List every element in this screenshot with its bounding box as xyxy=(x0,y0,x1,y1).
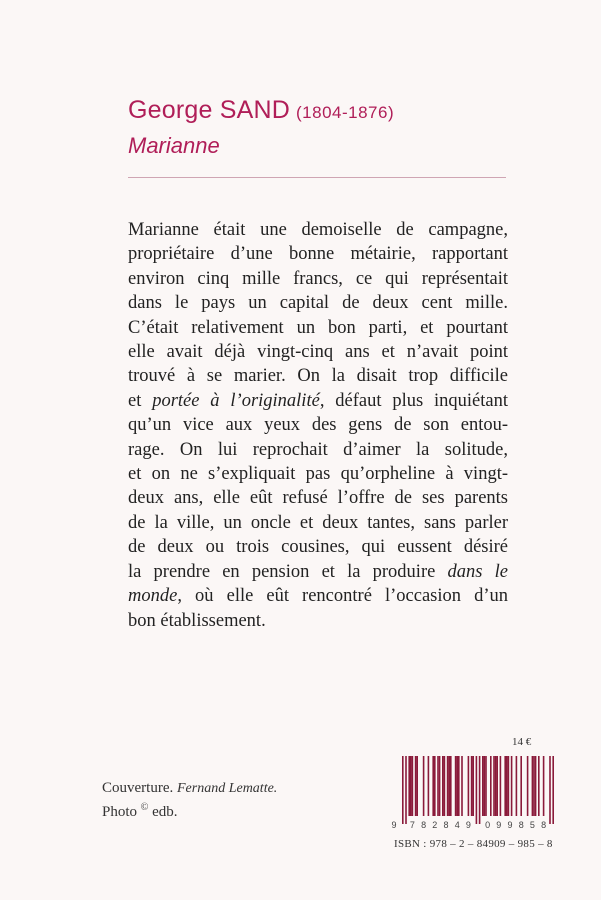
barcode-bar xyxy=(493,756,495,816)
barcode-digit: 8 xyxy=(541,820,547,830)
barcode-digit: 0 xyxy=(485,820,491,830)
barcode-bar xyxy=(508,756,510,816)
blurb-line: de deux ou trois cousines, qui eussent désiré xyxy=(128,537,508,558)
barcode-bar xyxy=(448,756,450,816)
barcode-bar xyxy=(423,756,425,816)
barcode-bar xyxy=(450,756,452,816)
barcode-bar xyxy=(482,756,484,816)
barcode-bar xyxy=(552,756,554,824)
blurb-line: elle avait déjà vingt-cinq ans et n’avait point xyxy=(128,342,508,363)
blurb-line: environ cinq mille francs, ce qui représentait xyxy=(128,268,508,289)
blurb-line: la prendre en pension et la produire dans le xyxy=(128,561,508,582)
barcode-digit: 9 xyxy=(465,820,471,830)
barcode-digit: 9 xyxy=(496,820,502,830)
author-dates: (1804-1876) xyxy=(296,103,395,122)
barcode-bar xyxy=(402,756,404,824)
barcode-bar xyxy=(476,756,478,824)
barcode-bar xyxy=(410,756,412,816)
barcode-bar xyxy=(458,756,460,816)
barcode-bar xyxy=(437,756,439,816)
barcode-bar xyxy=(408,756,410,816)
barcode-digit: 9 xyxy=(507,820,513,830)
blurb-italic: monde xyxy=(128,586,178,607)
barcode-bar xyxy=(456,756,458,816)
cover-artist: Fernand Lematte. xyxy=(176,781,278,796)
barcode-bar xyxy=(496,756,498,816)
barcode-bars xyxy=(388,754,564,834)
barcode-bar xyxy=(415,756,417,816)
barcode-bar xyxy=(444,756,446,816)
header-divider xyxy=(128,177,506,178)
credits xyxy=(102,779,277,822)
barcode-bar xyxy=(500,756,502,816)
blurb-text xyxy=(128,218,508,633)
blurb-line: trouvé à se marier. On la disait trop difficile xyxy=(128,366,508,387)
blurb-line: dans le pays un capital de deux cent mille. xyxy=(128,293,508,314)
barcode-bar xyxy=(490,756,492,816)
barcode-digit: 2 xyxy=(432,820,438,830)
barcode-bar xyxy=(416,756,418,816)
barcode-digit: 8 xyxy=(518,820,524,830)
barcode-bar xyxy=(511,756,513,816)
barcode-digit: 4 xyxy=(454,820,460,830)
barcode-bar xyxy=(549,756,551,824)
barcode-bar xyxy=(455,756,457,816)
barcode-bar xyxy=(471,756,473,816)
barcode-bar xyxy=(543,756,545,816)
blurb-line: et portée à l’originalité, défaut plus inquiétant xyxy=(128,390,508,411)
blurb-line: C’était relativement un bon parti, et pourtant xyxy=(128,317,508,338)
barcode-bar xyxy=(442,756,444,816)
barcode-bar xyxy=(506,756,508,816)
cover-label: Couverture. xyxy=(102,780,174,796)
isbn: ISBN : 978 – 2 – 84909 – 985 – 8 xyxy=(394,838,553,850)
barcode-bar xyxy=(472,756,474,816)
photo-label: Photo xyxy=(102,804,138,820)
barcode-bar xyxy=(434,756,436,816)
barcode-bar xyxy=(516,756,518,816)
barcode-digit: 9 xyxy=(391,820,397,830)
barcode-bar xyxy=(432,756,434,816)
barcode-bar xyxy=(447,756,449,816)
header xyxy=(128,96,508,159)
price: 14 € xyxy=(512,736,532,748)
blurb-line: qu’un vice aux yeux des gens de son entou- xyxy=(128,415,508,436)
barcode-bar xyxy=(538,756,540,816)
barcode-bar xyxy=(527,756,529,816)
barcode-bar xyxy=(461,756,463,816)
blurb-line: Marianne était une demoiselle de campagne, xyxy=(128,220,508,240)
barcode-digit: 8 xyxy=(421,820,427,830)
barcode-bar xyxy=(535,756,537,816)
barcode-bar xyxy=(405,756,407,824)
barcode-bar xyxy=(484,756,486,816)
barcode-bar xyxy=(520,756,522,816)
blurb-line: de la ville, un oncle et deux tantes, sans parler xyxy=(128,512,508,533)
barcode-bar xyxy=(439,756,441,816)
blurb-italic: portée à l’originalité xyxy=(152,390,320,411)
barcode-digit: 8 xyxy=(443,820,449,830)
cover-credit xyxy=(102,779,277,798)
barcode-bar xyxy=(533,756,535,816)
photo-credit-name: edb. xyxy=(152,804,178,820)
blurb-line: monde, où elle eût rencontré l’occasion d’un xyxy=(128,586,508,607)
blurb-line: bon établissement. xyxy=(128,610,266,631)
author-name: George SAND xyxy=(128,96,290,124)
blurb-line: et on ne s’expliquait pas qu’orpheline à vingt- xyxy=(128,464,508,485)
photo-credit xyxy=(102,798,277,822)
barcode-bar xyxy=(532,756,534,816)
blurb-line: rage. On lui reprochait d’aimer la solitude, xyxy=(128,439,508,460)
barcode-bar xyxy=(495,756,497,816)
barcode-digit: 7 xyxy=(409,820,415,830)
barcode-bar xyxy=(479,756,481,824)
barcode-bar xyxy=(485,756,487,816)
blurb-italic: dans le xyxy=(447,561,508,582)
barcode-bar xyxy=(468,756,470,816)
author-line xyxy=(128,96,508,125)
barcode-bar xyxy=(504,756,506,816)
barcode-bar xyxy=(412,756,414,816)
barcode-bar xyxy=(428,756,430,816)
barcode-digit: 5 xyxy=(529,820,535,830)
blurb-line: propriétaire d’une bonne métairie, rapportant xyxy=(128,244,508,265)
book-title: Marianne xyxy=(128,133,220,158)
blurb-line: deux ans, elle eût refusé l’offre de ses parents xyxy=(128,488,508,509)
copyright-symbol: © xyxy=(140,802,149,813)
